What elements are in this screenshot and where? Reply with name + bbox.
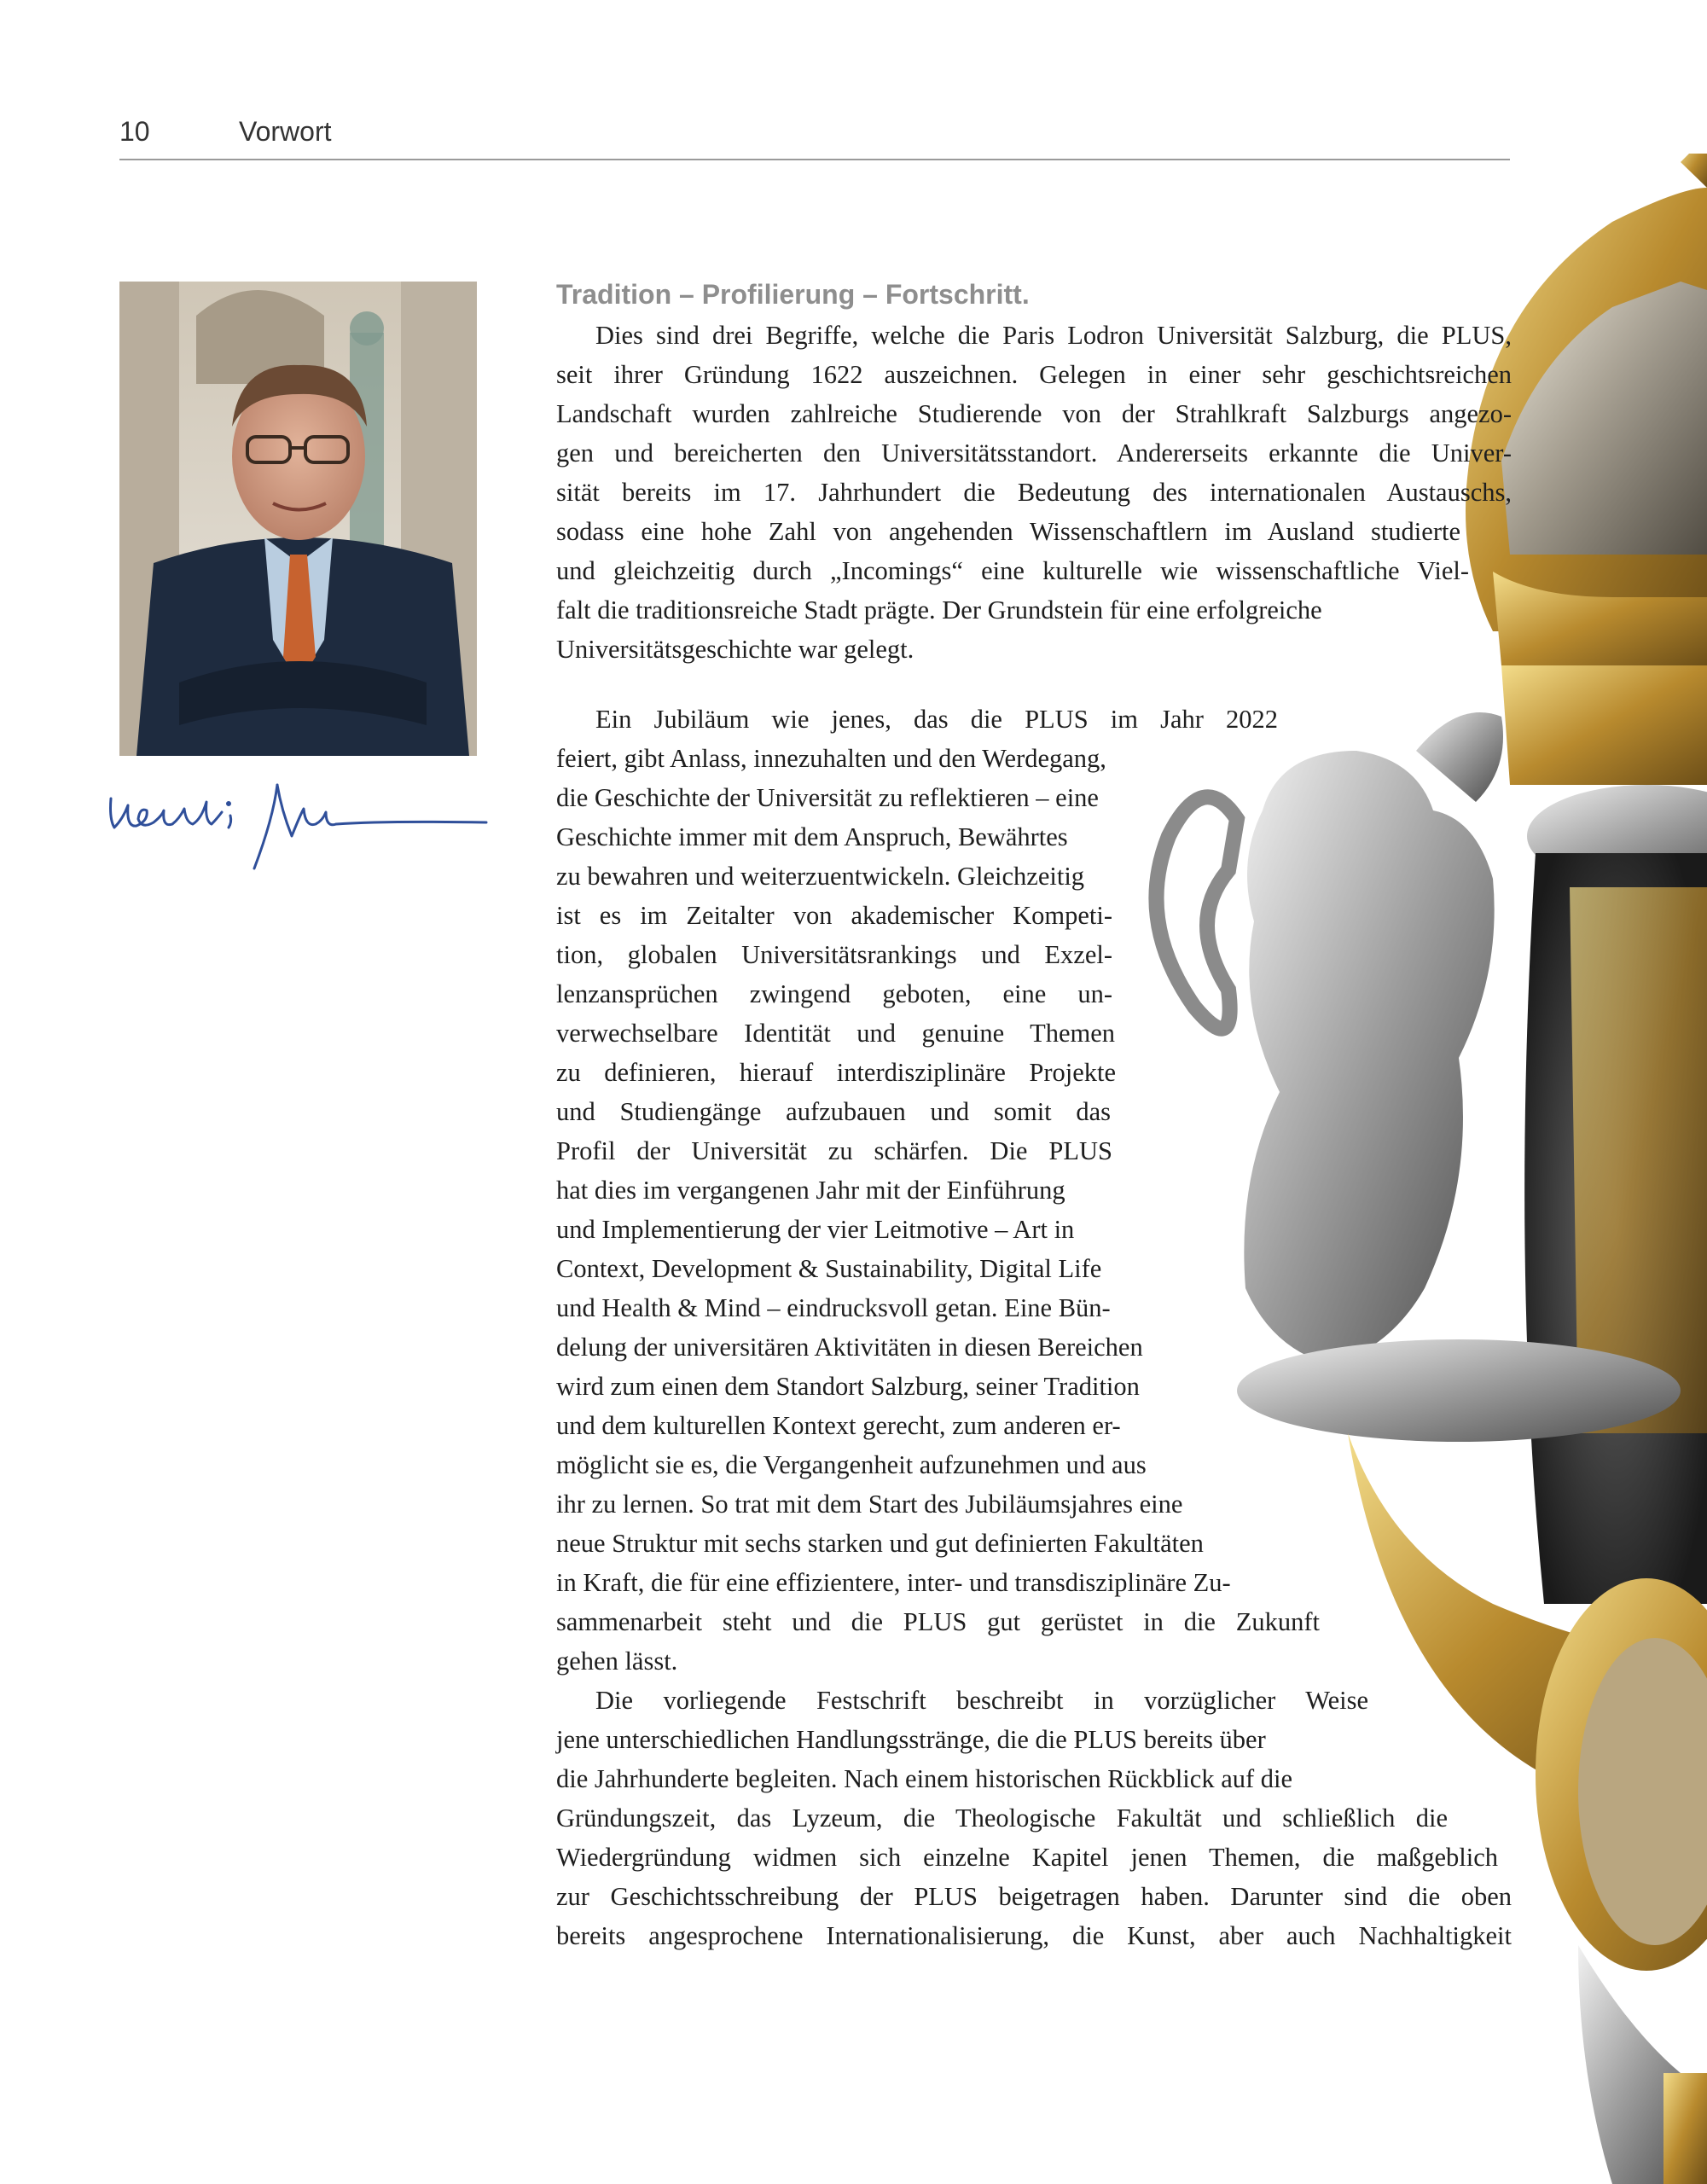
text-line: und Studiengänge aufzubauen und somit das <box>556 1097 1111 1126</box>
text-line: und Implementierung der vier Leitmotive – Art in <box>556 1215 1075 1244</box>
text-line: Landschaft wurden zahlreiche Studierende von der Strahlkraft Salzburgs angezo- <box>556 399 1512 428</box>
text-line: möglicht sie es, die Vergangenheit aufzunehmen und aus <box>556 1450 1147 1479</box>
text-line: delung der universitären Aktivitäten in diesen Bereichen <box>556 1333 1143 1362</box>
text-line: Universitätsgeschichte war gelegt. <box>556 635 914 664</box>
text-line: falt die traditionsreiche Stadt prägte. Der Grundstein für eine erfolgreiche <box>556 595 1322 624</box>
article-heading: Tradition – Profilierung – Fortschritt. <box>556 279 1030 310</box>
page-number: 10 <box>119 116 150 147</box>
text-line: ihr zu lernen. So trat mit dem Start des Jubiläumsjahres eine <box>556 1490 1183 1519</box>
foreword-article <box>556 275 1512 1955</box>
text-line: Geschichte immer mit dem Anspruch, Bewährtes <box>556 822 1068 851</box>
text-line: verwechselbare Identität und genuine Themen <box>556 1019 1115 1048</box>
text-line: die Geschichte der Universität zu reflektieren – eine <box>556 783 1099 812</box>
text-line: und Health & Mind – eindrucksvoll getan. Eine Bün- <box>556 1293 1111 1322</box>
text-line: sammenarbeit steht und die PLUS gut gerüstet in die Zukunft <box>556 1607 1320 1636</box>
text-line: sität bereits im 17. Jahrhundert die Bedeutung des internationalen Austauschs, <box>556 478 1512 507</box>
text-line: zur Geschichtsschreibung der PLUS beigetragen haben. Darunter sind die oben <box>556 1882 1512 1911</box>
text-line: zu bewahren und weiterzuentwickeln. Gleichzeitig <box>556 862 1085 891</box>
text-line: in Kraft, die für eine effizientere, inter- und transdisziplinäre Zu- <box>556 1568 1231 1597</box>
text-line: wird zum einen dem Standort Salzburg, seiner Tradition <box>556 1372 1140 1401</box>
text-line: zu definieren, hierauf interdisziplinäre Projekte <box>556 1058 1116 1087</box>
text-line: Profil der Universität zu schärfen. Die PLUS <box>556 1136 1112 1165</box>
text-line: jene unterschiedlichen Handlungsstränge, die die PLUS bereits über <box>556 1725 1266 1754</box>
paragraph-1 <box>556 316 1512 669</box>
text-line: feiert, gibt Anlass, innezuhalten und den Werdegang, <box>556 744 1106 773</box>
text-line: die Jahrhunderte begleiten. Nach einem historischen Rückblick auf die <box>556 1764 1293 1793</box>
text-line: gen und bereicherten den Universitätsstandort. Andererseits erkannte die Univer- <box>556 439 1512 468</box>
text-line: gehen lässt. <box>556 1647 678 1676</box>
portrait-photo <box>119 282 477 756</box>
text-line: Gründungszeit, das Lyzeum, die Theologische Fakultät und schließlich die <box>556 1804 1448 1833</box>
text-line: Wiedergründung widmen sich einzelne Kapitel jenen Themen, die maßgeblich <box>556 1843 1498 1872</box>
text-line: sodass eine hohe Zahl von angehenden Wissenschaftlern im Ausland studierte <box>556 517 1460 546</box>
text-line: seit ihrer Gründung 1622 auszeichnen. Gelegen in einer sehr geschichtsreichen <box>556 360 1512 389</box>
paragraph-3 <box>556 1681 1512 1955</box>
text-line: Context, Development & Sustainability, Digital Life <box>556 1254 1102 1283</box>
text-line: lenzansprüchen zwingend geboten, eine un- <box>556 979 1112 1008</box>
text-line: bereits angesprochene Internationalisierung, die Kunst, aber auch Nachhaltigkeit <box>556 1921 1512 1950</box>
text-line: ist es im Zeitalter von akademischer Kompeti- <box>556 901 1112 930</box>
text-line: Dies sind drei Begriffe, welche die Paris Lodron Universität Salzburg, die PLUS, <box>595 321 1512 350</box>
text-line: Die vorliegende Festschrift beschreibt in vorzüglicher Weise <box>595 1686 1368 1715</box>
text-line: hat dies im vergangenen Jahr mit der Einführung <box>556 1176 1065 1205</box>
text-line: tion, globalen Universitätsrankings und Exzel- <box>556 940 1112 969</box>
handwritten-signature <box>102 768 495 896</box>
text-line: und dem kulturellen Kontext gerecht, zum anderen er- <box>556 1411 1121 1440</box>
text-line: Ein Jubiläum wie jenes, das die PLUS im Jahr 2022 <box>595 705 1278 734</box>
text-line: und gleichzeitig durch „Incomings“ eine kulturelle wie wissenschaftliche Viel- <box>556 556 1469 585</box>
text-line: neue Struktur mit sechs starken und gut definierten Fakultäten <box>556 1529 1204 1558</box>
section-title: Vorwort <box>239 116 332 147</box>
paragraph-2 <box>556 700 1512 1681</box>
